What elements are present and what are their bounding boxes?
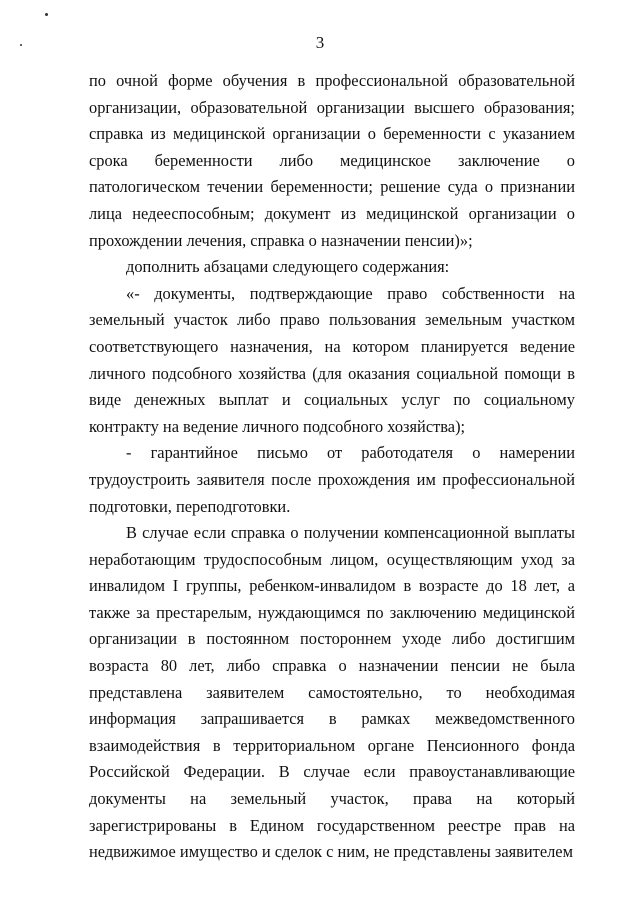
document-body xyxy=(89,68,575,866)
paragraph: «- документы, подтверждающие право собственности на земельный участок либо право пользования земельным участком соответствующего назначения, на котором планируется ведение личного подсобного хозяйства (для оказания социальной помощи в виде денежных выплат и социальных услуг по социальному контракту на ведение личного подсобного хозяйства); xyxy=(89,283,575,436)
paragraph: дополнить абзацами следующего содержания: xyxy=(126,257,450,277)
paragraph: - гарантийное письмо от работодателя о намерении трудоустроить заявителя после прохождения им профессиональной подготовки, переподготовки. xyxy=(89,443,575,516)
scan-speck xyxy=(45,13,48,16)
page-number: 3 xyxy=(315,33,325,52)
paragraph: по очной форме обучения в профессиональной образовательной организации, образовательной организации высшего образования; справка из медицинской организации о беременности с указанием срока беременности либо медицинское заключение о патологическом течении беременности; решение суда о признании лица недееспособным; документ из медицинской организации о прохождении лечения, справка о назначении пенсии)»; xyxy=(89,71,575,250)
paragraph: В случае если справка о получении компенсационной выплаты неработающим трудоспособным лицом, осуществляющим уход за инвалидом I группы, ребенком-инвалидом в возрасте до 18 лет, а также за престарелым, нуждающимся по заключению медицинской организации в постоянном постороннем уходе либо достигшим возраста 80 лет, либо справка о назначении пенсии не была представлена заявителем самостоятельно, то необходимая информация запрашивается в рамках межведомственного взаимодействия в территориальном органе Пенсионного фонда Российской Федерации. В случае если правоустанавливающие документы на земельный участок, права на который зарегистрированы в Едином государственном реестре прав на недвижимое имущество и сделок с ним, не представлены заявителем xyxy=(89,523,575,862)
